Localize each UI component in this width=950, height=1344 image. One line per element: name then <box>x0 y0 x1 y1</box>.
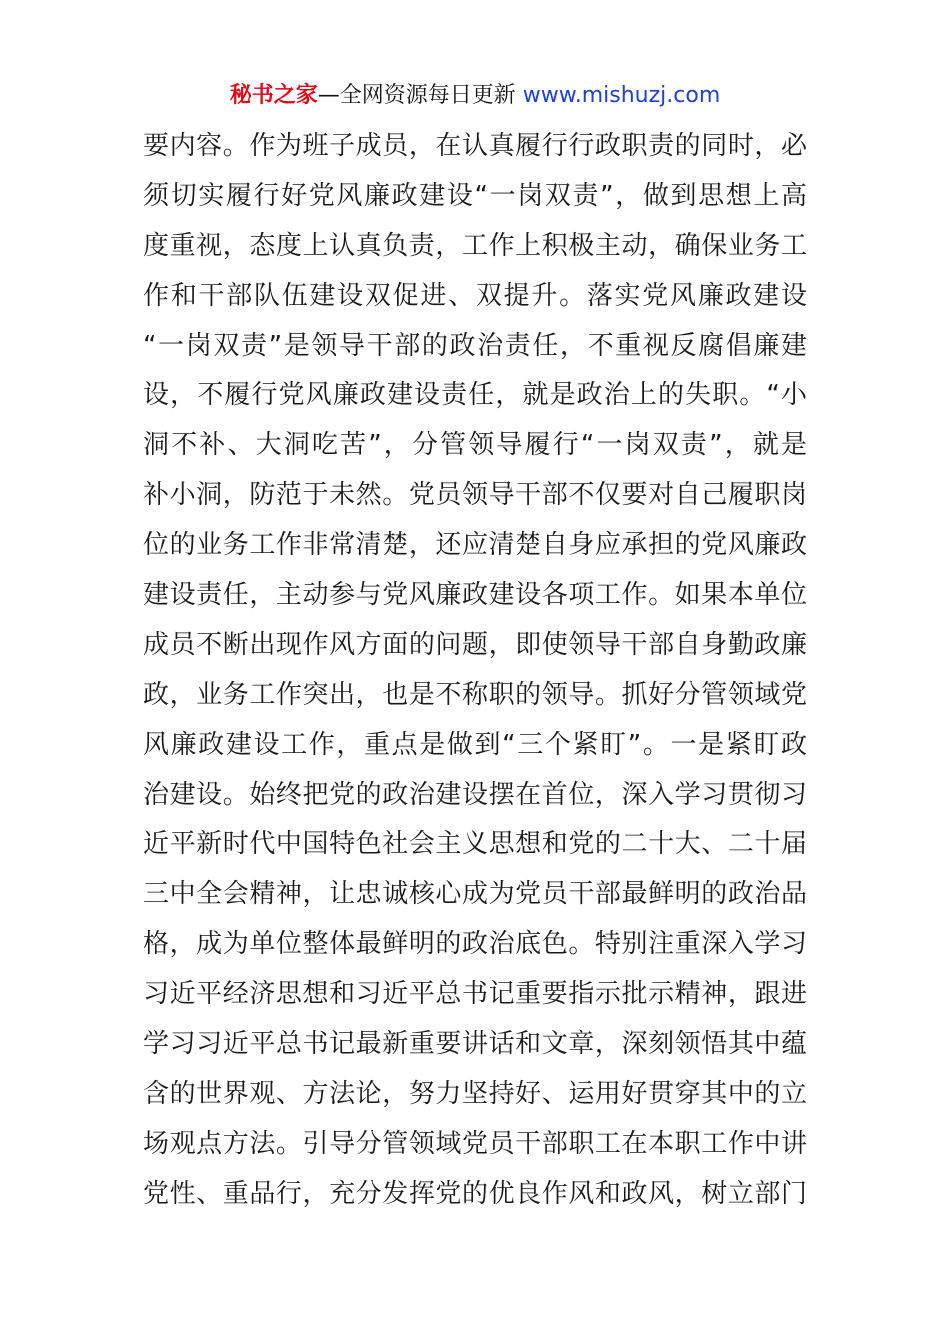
text-line: 补小洞，防范于未然。党员领导干部不仅要对自己履职岗 <box>143 480 807 511</box>
brand-name: 秘书之家 <box>229 83 318 108</box>
text-line: 作和干部队伍建设双促进、双提升。落实党风廉政建设 <box>143 280 807 311</box>
text-line: 格，成为单位整体最鲜明的政治底色。特别注重深入学习 <box>143 929 807 960</box>
document-body <box>143 122 807 1220</box>
text-line: 度重视，态度上认真负责，工作上积极主动，确保业务工 <box>143 230 807 261</box>
website-url: www.mishuzj.com <box>522 83 721 108</box>
text-line: 含的世界观、方法论，努力坚持好、运用好贯穿其中的立 <box>143 1078 807 1109</box>
text-line: 习近平经济思想和习近平总书记重要指示批示精神，跟进 <box>143 979 807 1010</box>
text-line: “一岗双责”是领导干部的政治责任，不重视反腐倡廉建 <box>143 330 807 361</box>
text-line: 治建设。始终把党的政治建设摆在首位，深入学习贯彻习 <box>143 779 807 810</box>
text-line: 近平新时代中国特色社会主义思想和党的二十大、二十届 <box>143 829 807 860</box>
text-line: 党性、重品行，充分发挥党的优良作风和政风，树立部门 <box>143 1178 807 1209</box>
text-line: 设，不履行党风廉政建设责任，就是政治上的失职。“小 <box>143 380 807 411</box>
text-line: 成员不断出现作风方面的问题，即使领导干部自身勤政廉 <box>143 629 807 660</box>
text-line: 要内容。作为班子成员，在认真履行行政职责的同时，必 <box>143 131 807 161</box>
text-line: 洞不补、大洞吃苦”，分管领导履行“一岗双责”，就是 <box>143 430 807 461</box>
text-line: 场观点方法。引导分管领域党员干部职工在本职工作中讲 <box>143 1128 807 1159</box>
text-line: 三中全会精神，让忠诚核心成为党员干部最鲜明的政治品 <box>143 879 807 910</box>
text-line: 建设责任，主动参与党风廉政建设各项工作。如果本单位 <box>143 580 807 611</box>
header-slogan: —全网资源每日更新 <box>317 83 516 108</box>
text-line: 政，业务工作突出，也是不称职的领导。抓好分管领域党 <box>143 679 807 710</box>
text-line: 位的业务工作非常清楚，还应清楚自身应承担的党风廉政 <box>143 530 807 561</box>
text-line: 须切实履行好党风廉政建设“一岗双责”，做到思想上高 <box>143 180 807 211</box>
text-line: 风廉政建设工作，重点是做到“三个紧盯”。一是紧盯政 <box>143 729 807 760</box>
page-header <box>0 80 950 112</box>
text-line: 学习习近平总书记最新重要讲话和文章，深刻领悟其中蕴 <box>143 1029 807 1060</box>
